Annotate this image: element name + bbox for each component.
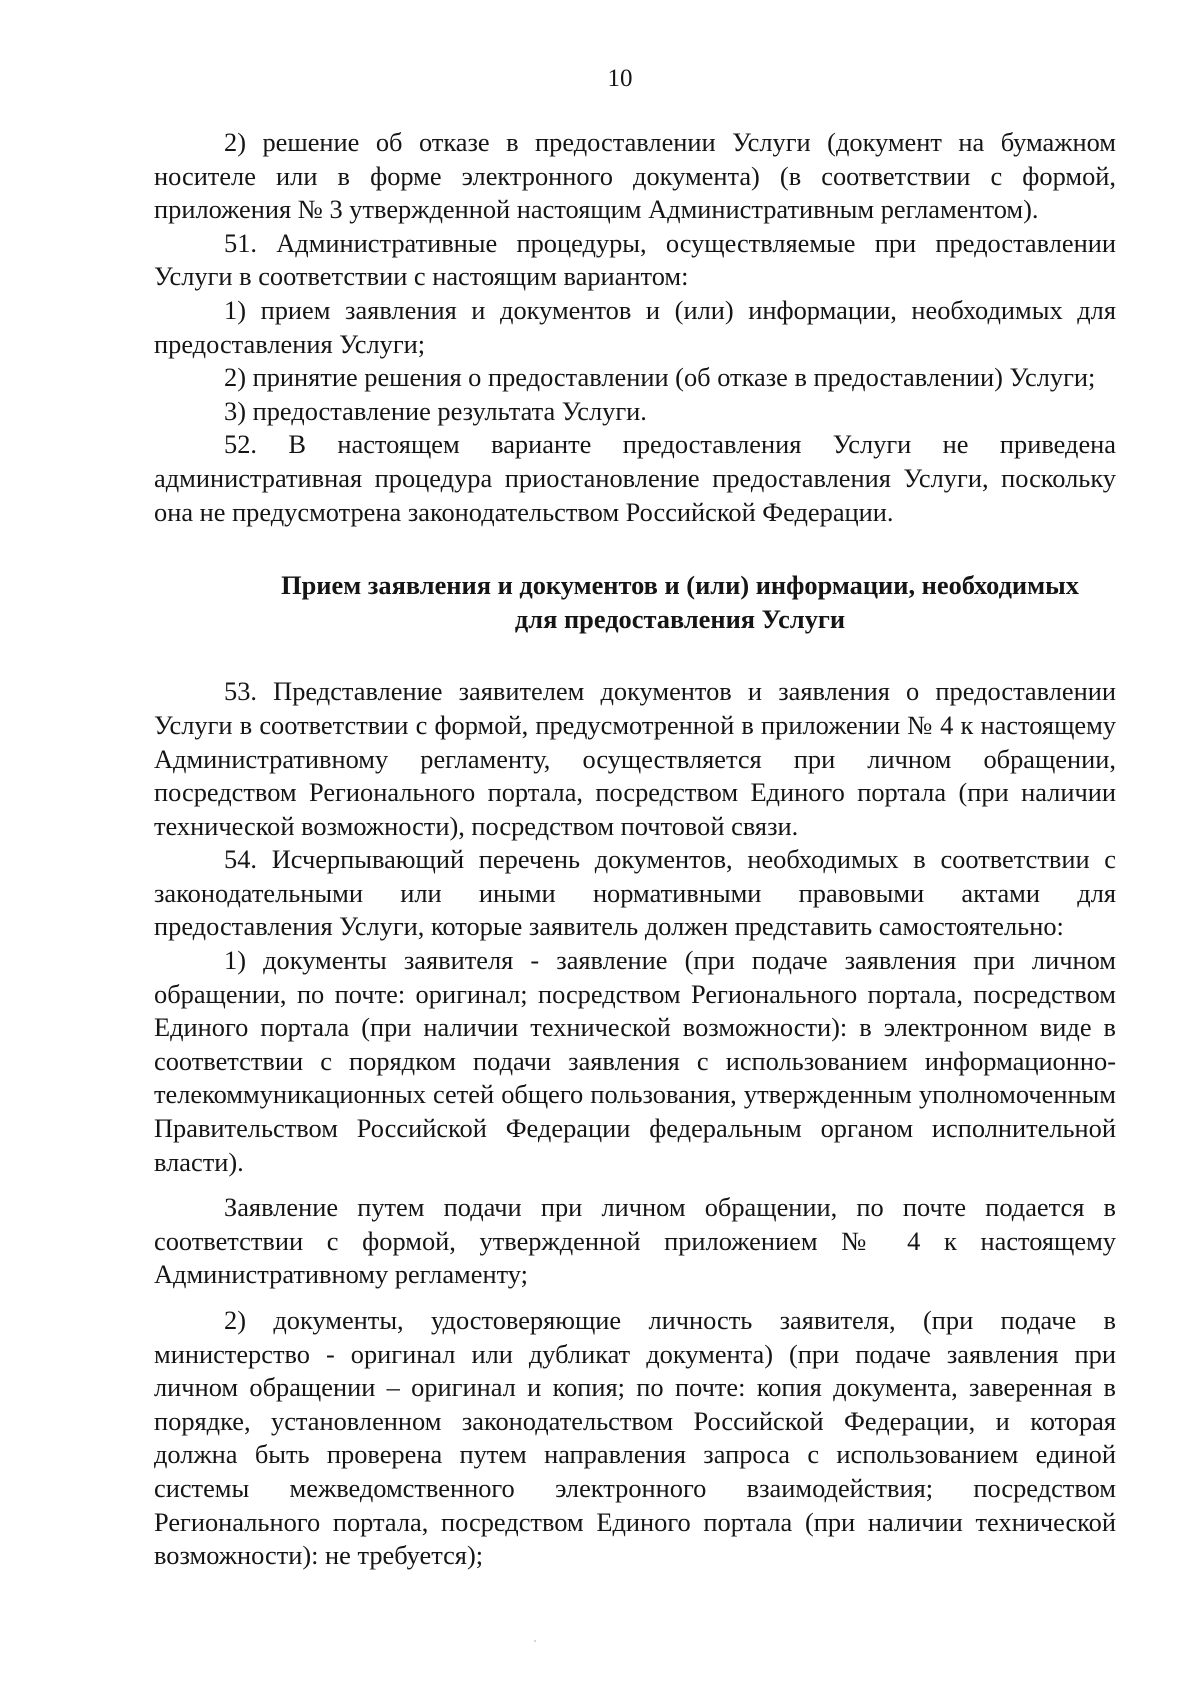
paragraph-52: 52. В настоящем варианте предоставления Услуги не приведена административная процедура приостановление предоставления Услуги, поскольку она не предусмотрена законодательством Российской Федерации. <box>154 429 1116 527</box>
document-body <box>154 126 1116 1573</box>
paragraph-50-item-2: 2) решение об отказе в предоставлении Услуги (документ на бумажном носителе или в форме электронного документа) (в соответствии с формой, приложения № 3 утвержденной настоящим Административным регламентом). <box>154 127 1116 225</box>
scan-dot <box>534 1640 536 1642</box>
paragraph-53: 53. Представление заявителем документов и заявления о предоставлении Услуги в соответствии с формой, предусмотренной в приложении № 4 к настоящему Административному регламенту, осуществляется при личном обращении, посредством Регионального портала, посредством Единого портала (при наличии технической возможности), посредством почтовой связи. <box>154 676 1116 841</box>
paragraph-54: 54. Исчерпывающий перечень документов, необходимых в соответствии с законодательными или иными нормативными правовыми актами для предоставления Услуги, которые заявитель должен представить самостоятельно: <box>154 844 1116 942</box>
section-heading-line-1: Прием заявления и документов и (или) информации, необходимых <box>281 570 1079 601</box>
paragraph-51-item-2: 2) принятие решения о предоставлении (об отказе в предоставлении) Услуги; <box>224 362 1096 393</box>
paragraph-51-item-1: 1) прием заявления и документов и (или) информации, необходимых для предоставления Услуги; <box>154 294 1116 359</box>
section-heading <box>154 569 1116 636</box>
paragraph-51-item-3: 3) предоставление результата Услуги. <box>224 395 647 426</box>
paragraph-application-submission: Заявление путем подачи при личном обращении, по почте подается в соответствии с формой, утвержденной приложением № 4 к настоящему Административному регламенту; <box>154 1192 1116 1290</box>
paragraph-51: 51. Административные процедуры, осуществляемые при предоставлении Услуги в соответствии с настоящим вариантом: <box>154 227 1116 292</box>
paragraph-54-item-1: 1) документы заявителя - заявление (при подаче заявления при личном обращении, по почте: оригинал; посредством Регионального портала, посредством Единого портала (при наличии технической возможности): в электронном виде в соответствии с порядком подачи заявления с использованием информационно-телекоммуникационных сетей общего пользования, утвержденным уполномоченным Правительством Российской Федерации федеральным органом исполнительной власти). <box>154 945 1116 1177</box>
paragraph-54-item-2: 2) документы, удостоверяющие личность заявителя, (при подаче в министерство - оригинал или дубликат документа) (при подаче заявления при личном обращении – оригинал и копия; по почте: копия документа, заверенная в порядке, установленном законодательством Российской Федерации, и которая должна быть проверена путем направления запроса с использованием единой системы межведомственного электронного взаимодействия; посредством Регионального портала, посредством Единого портала (при наличии технической возможности): не требуется); <box>154 1305 1116 1571</box>
section-heading-line-2: для предоставления Услуги <box>514 603 846 634</box>
page-number: 10 <box>607 65 633 92</box>
